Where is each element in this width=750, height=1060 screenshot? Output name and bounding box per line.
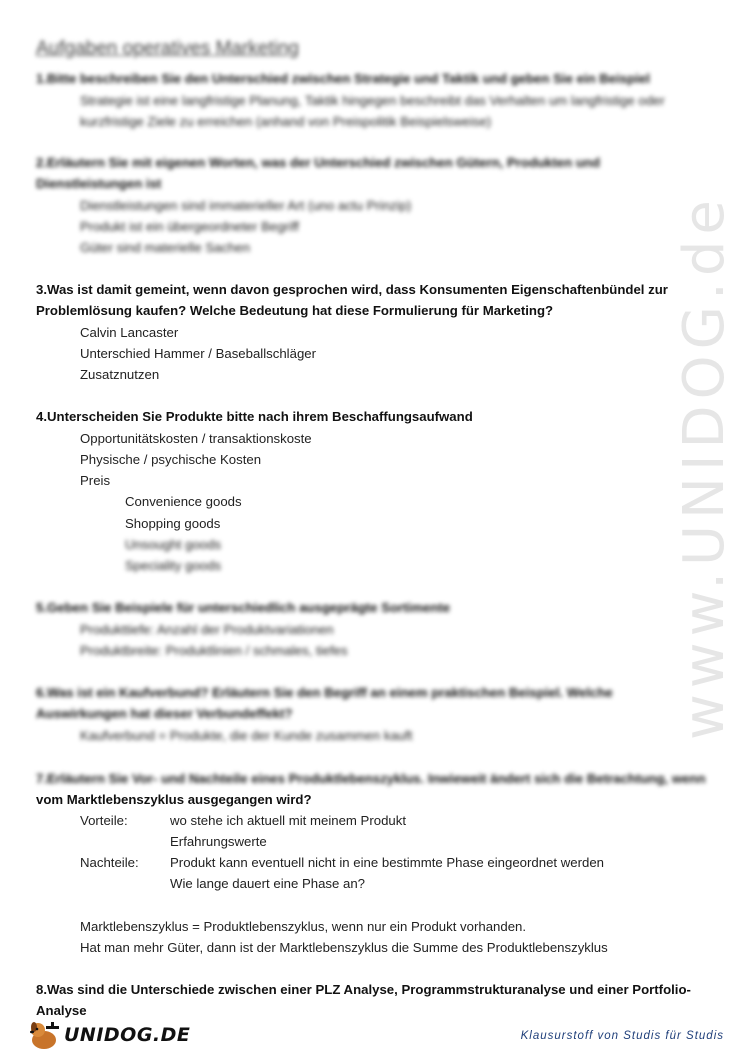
answer-6-line-1: Kaufverbund = Produkte, die der Kunde zusammen kauft <box>80 728 413 743</box>
vorteile-label: Vorteile: <box>80 813 128 828</box>
answer-2-line-3: Güter sind materielle Sachen <box>80 240 251 255</box>
answer-4-line-2: Physische / psychische Kosten <box>80 452 262 467</box>
question-4: 4.Unterscheiden Sie Produkte bitte nach ihrem Beschaffungsaufwand <box>36 409 473 424</box>
question-6: 6.Was ist ein Kaufverbund? Erläutern Sie den Begriff an einem praktischen Beispiel. Welche Auswirkungen hat dieser Verbundeffekt? <box>36 685 613 721</box>
answer-4-sub-2: Shopping goods <box>125 516 221 531</box>
question-2: 2.Erläutern Sie mit eigenen Worten, was der Unterschied zwischen Gütern, Produkten und Dienstleistungen ist <box>36 155 601 191</box>
answer-3-line-3: Zusatznutzen <box>80 367 160 382</box>
note-1: Marktlebenszyklus = Produktlebenszyklus, wenn nur ein Produkt vorhanden. <box>80 919 527 934</box>
question-8: 8.Was sind die Unterschiede zwischen einer PLZ Analyse, Programmstrukturanalyse und einer Portfolio-Analyse <box>36 982 691 1018</box>
answer-1-line-1: Strategie ist eine langfristige Planung, Taktik hingegen beschreibt das Verhalten um langfristige oder <box>80 93 665 108</box>
answer-3-line-1: Calvin Lancaster <box>80 325 179 340</box>
question-3: 3.Was ist damit gemeint, wenn davon gesprochen wird, dass Konsumenten Eigenschaftenbündel zur Problemlösung kaufen? Welche Bedeutung hat diese Formulierung für Marketing? <box>36 282 668 318</box>
footer-logo <box>26 1018 190 1052</box>
answer-5-line-2: Produktbreite: Produktlinien / schmales, tiefes <box>80 643 348 658</box>
note-2: Hat man mehr Güter, dann ist der Marktlebenszyklus die Summe des Produktlebenszyklus <box>80 940 608 955</box>
vorteil-1: wo stehe ich aktuell mit meinem Produkt <box>170 813 407 828</box>
question-5: 5.Geben Sie Beispiele für unterschiedlich ausgeprägte Sortimente <box>36 600 451 615</box>
answer-2-line-1: Dienstleistungen sind immaterieller Art (uno actu Prinzip) <box>80 198 412 213</box>
nachteile-label: Nachteile: <box>80 855 139 870</box>
answer-5-line-1: Produkttiefe: Anzahl der Produktvariationen <box>80 622 334 637</box>
answer-4-line-1: Opportunitätskosten / transaktionskoste <box>80 431 312 446</box>
nachteil-1: Produkt kann eventuell nicht in eine bestimmte Phase eingeordnet werden <box>170 855 604 870</box>
answer-4-sub-4: Speciality goods <box>125 558 222 573</box>
logo-text: UNIDOG.DE <box>64 1024 191 1046</box>
answer-4-sub-1: Convenience goods <box>125 494 242 509</box>
dog-mascot-icon <box>26 1018 62 1052</box>
answer-3-line-2: Unterschied Hammer / Baseballschläger <box>80 346 317 361</box>
watermark: www.UNIDOG.de <box>672 194 737 740</box>
page-title: Aufgaben operatives Marketing <box>36 38 299 59</box>
question-7-blurred: 7.Erläutern Sie Vor- und Nachteile eines Produktlebenszyklus. Inwieweit ändert sich die Betrachtung, wenn <box>36 771 706 786</box>
nachteil-2: Wie lange dauert eine Phase an? <box>170 876 366 891</box>
answer-2-line-2: Produkt ist ein übergeordneter Begriff <box>80 219 299 234</box>
question-7: vom Marktlebenszyklus ausgegangen wird? <box>36 792 312 807</box>
answer-1-line-2: kurzfristige Ziele zu erreichen (anhand von Preispolitik Beispielsweise) <box>80 114 492 129</box>
answer-4-line-3: Preis <box>80 473 111 488</box>
vorteil-2: Erfahrungswerte <box>170 834 267 849</box>
footer-tagline: Klausurstoff von Studis für Studis <box>520 1030 724 1042</box>
answer-4-sub-3: Unsought goods <box>125 537 222 552</box>
question-1: 1.Bitte beschreiben Sie den Unterschied zwischen Strategie und Taktik und geben Sie ein Beispiel <box>36 71 650 86</box>
